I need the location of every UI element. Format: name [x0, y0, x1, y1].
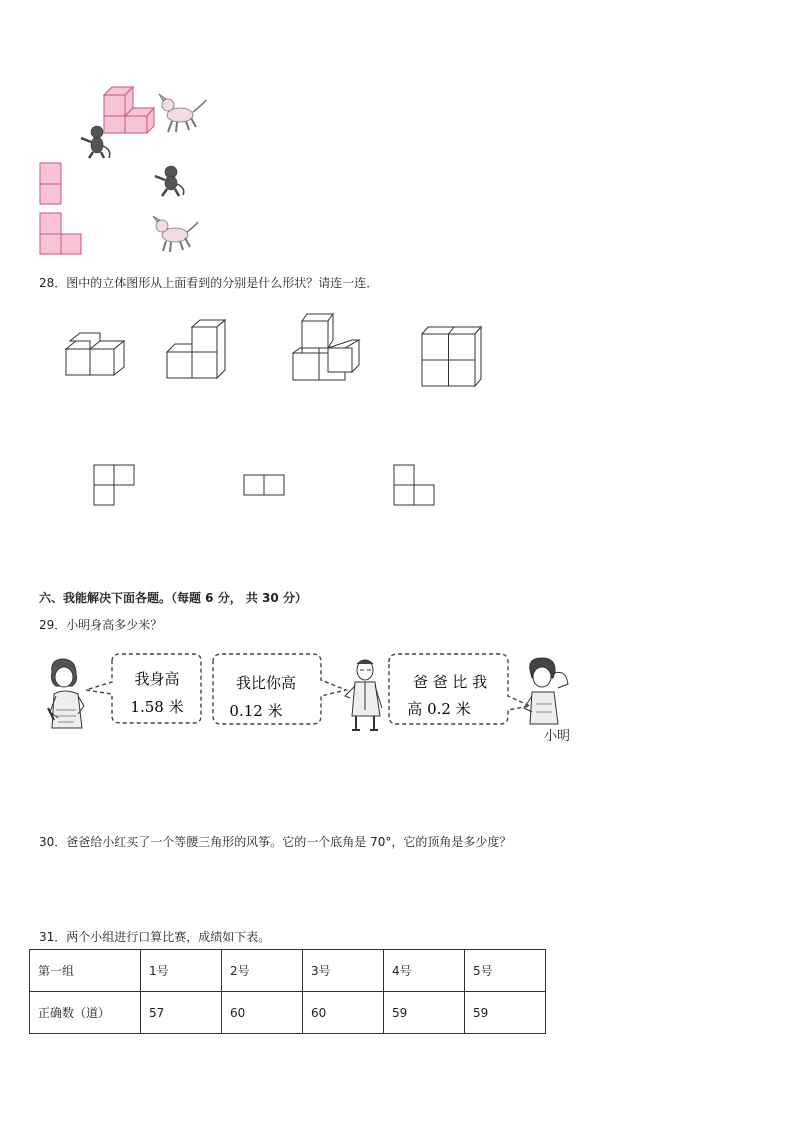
question-text: 图中的立体图形从上面看到的分别是什么形状？请连一连． — [66, 276, 379, 290]
solid-3 — [293, 314, 359, 380]
table-cell: 57 — [141, 992, 222, 1034]
table-cell: 59 — [465, 992, 546, 1034]
question-text: 小明身高多少米？ — [66, 618, 163, 632]
dog-icon — [159, 94, 206, 132]
pink-cube-solid — [104, 87, 154, 133]
solid-2 — [167, 320, 225, 378]
table-cell: 60 — [222, 992, 303, 1034]
top-view-3 — [394, 465, 434, 505]
top-view-2 — [244, 475, 284, 495]
question-30 — [39, 833, 511, 850]
bubble-2-line-2: 0.12 米 — [229, 702, 283, 720]
q29-illustration — [0, 650, 600, 750]
bubble-2-line-1: 我比你高 — [235, 674, 297, 692]
question-number: 29． — [39, 618, 67, 632]
solid-1 — [66, 333, 124, 375]
question-text: 两个小组进行口算比赛，成绩如下表。 — [66, 930, 271, 944]
view-option-tall — [40, 163, 61, 204]
solid-4 — [422, 327, 481, 386]
view-matching-figure — [0, 0, 260, 270]
table-cell: 1号 — [141, 950, 222, 992]
question-number: 28． — [39, 276, 67, 290]
table-cell: 第一组 — [30, 950, 141, 992]
score-table — [29, 949, 546, 1034]
bubble-1-line-2: 1.58 米 — [130, 698, 184, 716]
table-cell: 60 — [303, 992, 384, 1034]
bubble-3-line-2: 高 0.2 米 — [407, 700, 471, 718]
question-28 — [39, 274, 378, 291]
section-title: 六、我能解决下面各题。（每题 6 分， 共 30 分） — [39, 591, 307, 605]
question-number: 30． — [39, 835, 67, 849]
boy-figure-icon — [524, 658, 568, 724]
table-cell: 正确数（道） — [30, 992, 141, 1034]
monkey-icon — [155, 166, 184, 196]
table-cell: 5号 — [465, 950, 546, 992]
view-option-l-shape — [40, 213, 81, 254]
table-cell: 3号 — [303, 950, 384, 992]
top-views-row — [0, 460, 460, 510]
bubble-1-line-1: 我身高 — [134, 670, 180, 688]
table-row — [30, 950, 546, 992]
bubble-3-line-1: 爸 爸 比 我 — [412, 673, 488, 691]
question-31 — [39, 928, 270, 945]
table-cell: 2号 — [222, 950, 303, 992]
father-figure-icon — [345, 660, 382, 730]
solids-row — [0, 300, 560, 400]
question-text: 爸爸给小红买了一个等腰三角形的风筝。它的一个底角是 70°，它的顶角是多少度？ — [66, 835, 512, 849]
woman-figure-icon — [48, 659, 84, 728]
table-cell: 4号 — [384, 950, 465, 992]
question-number: 31． — [39, 930, 67, 944]
top-view-1 — [94, 465, 134, 505]
question-29 — [39, 616, 162, 633]
table-cell: 59 — [384, 992, 465, 1034]
table-row — [30, 992, 546, 1034]
boy-label: 小明 — [544, 729, 571, 744]
dog-icon — [153, 216, 198, 252]
